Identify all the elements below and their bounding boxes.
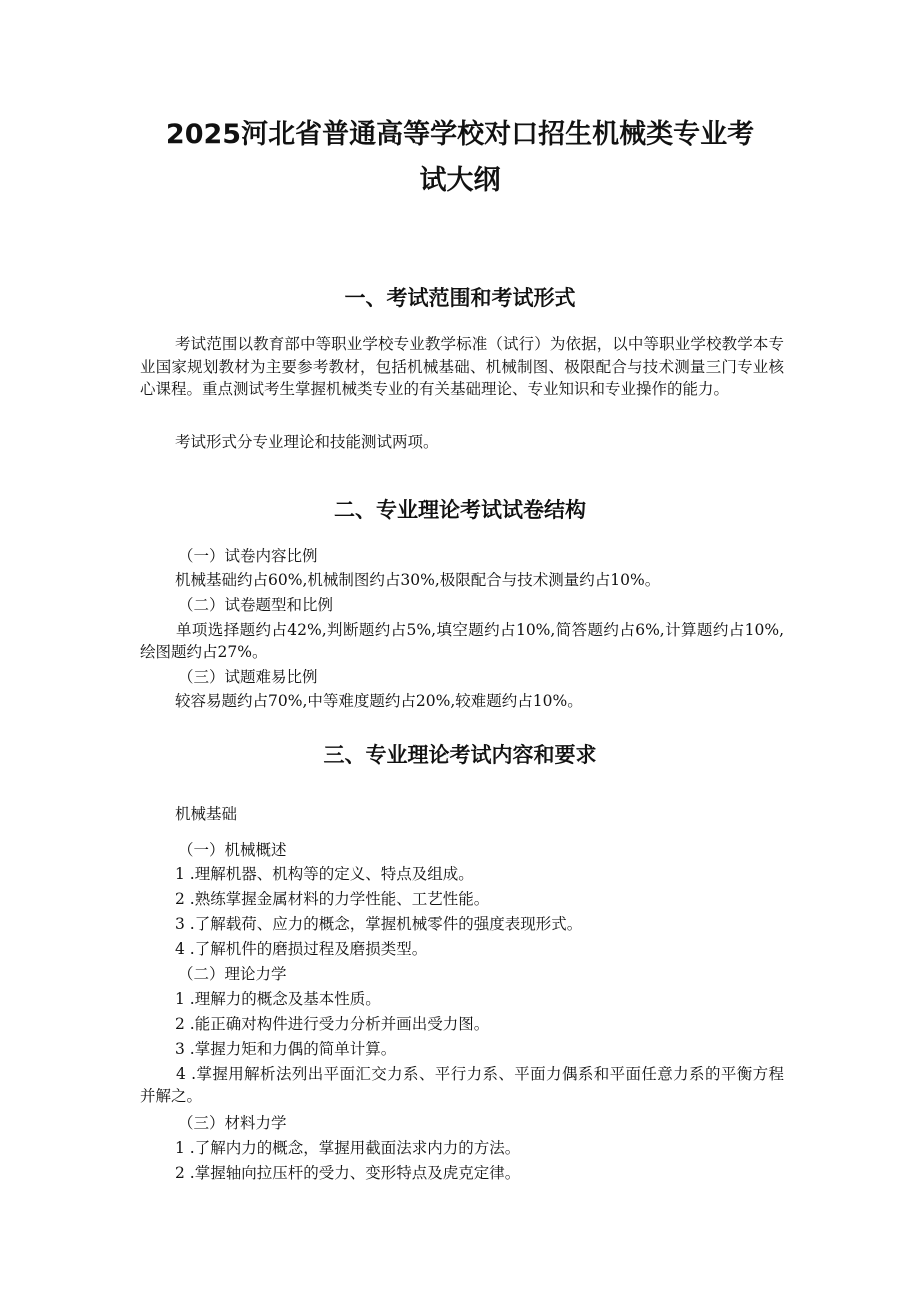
list-item: 2 .能正确对构件进行受力分析并画出受力图。 — [175, 1015, 490, 1033]
page-title — [140, 112, 780, 204]
list-item: 1 .理解机器、机构等的定义、特点及组成。 — [175, 865, 474, 883]
section-2-text-1: 机械基础约占60%,机械制图约占30%,极限配合与技术测量约占10%。 — [175, 571, 661, 589]
list-item: 1 .理解力的概念及基本性质。 — [175, 990, 381, 1008]
section-1-paragraph-1: 考试范围以教育部中等职业学校专业教学标准（试行）为依据，以中等职业学校教学本专业国家规划教材为主要参考教材，包括机械基础、机械制图、极限配合与技术测量三门专业核心课程。重点测试考生掌握机械类专业的有关基础理论、专业知识和专业操作的能力。 — [140, 335, 784, 398]
section-2-text-3: 较容易题约占70%,中等难度题约占20%,较难题约占10%。 — [175, 692, 583, 710]
section-2-heading: 二、专业理论考试试卷结构 — [334, 498, 586, 522]
list-item: 1 .了解内力的概念，掌握用截面法求内力的方法。 — [175, 1139, 521, 1157]
part-2-title: （二）理论力学 — [178, 965, 287, 983]
list-item: 4 .掌握用解析法列出平面汇交力系、平行力系、平面力偶系和平面任意力系的平衡方程并解之。 — [140, 1065, 784, 1105]
course-name: 机械基础 — [175, 805, 238, 823]
section-1-paragraph-2: 考试形式分专业理论和技能测试两项。 — [175, 433, 439, 451]
section-1-heading: 一、考试范围和考试形式 — [344, 286, 576, 310]
list-item: 2 .掌握轴向拉压杆的受力、变形特点及虎克定律。 — [175, 1164, 521, 1182]
list-item: 3 .掌握力矩和力偶的简单计算。 — [175, 1040, 397, 1058]
section-2-text-2: 单项选择题约占42%,判断题约占5%,填空题约占10%,简答题约占6%,计算题约占10%,绘图题约占27%。 — [140, 621, 784, 661]
section-2-sub-3: （三）试题难易比例 — [178, 668, 318, 686]
title-line-2: 试大纲 — [419, 165, 501, 196]
section-2-sub-2: （二）试卷题型和比例 — [178, 596, 334, 614]
section-3-heading: 三、专业理论考试内容和要求 — [323, 743, 597, 767]
part-3-title: （三）材料力学 — [178, 1114, 287, 1132]
title-line-1: 2025河北省普通高等学校对口招生机械类专业考 — [165, 119, 755, 150]
list-item: 3 .了解载荷、应力的概念，掌握机械零件的强度表现形式。 — [175, 915, 583, 933]
list-item: 2 .熟练掌握金属材料的力学性能、工艺性能。 — [175, 890, 490, 908]
section-2-sub-1: （一）试卷内容比例 — [178, 547, 318, 565]
list-item: 4 .了解机件的磨损过程及磨损类型。 — [175, 940, 428, 958]
part-1-title: （一）机械概述 — [178, 841, 287, 859]
